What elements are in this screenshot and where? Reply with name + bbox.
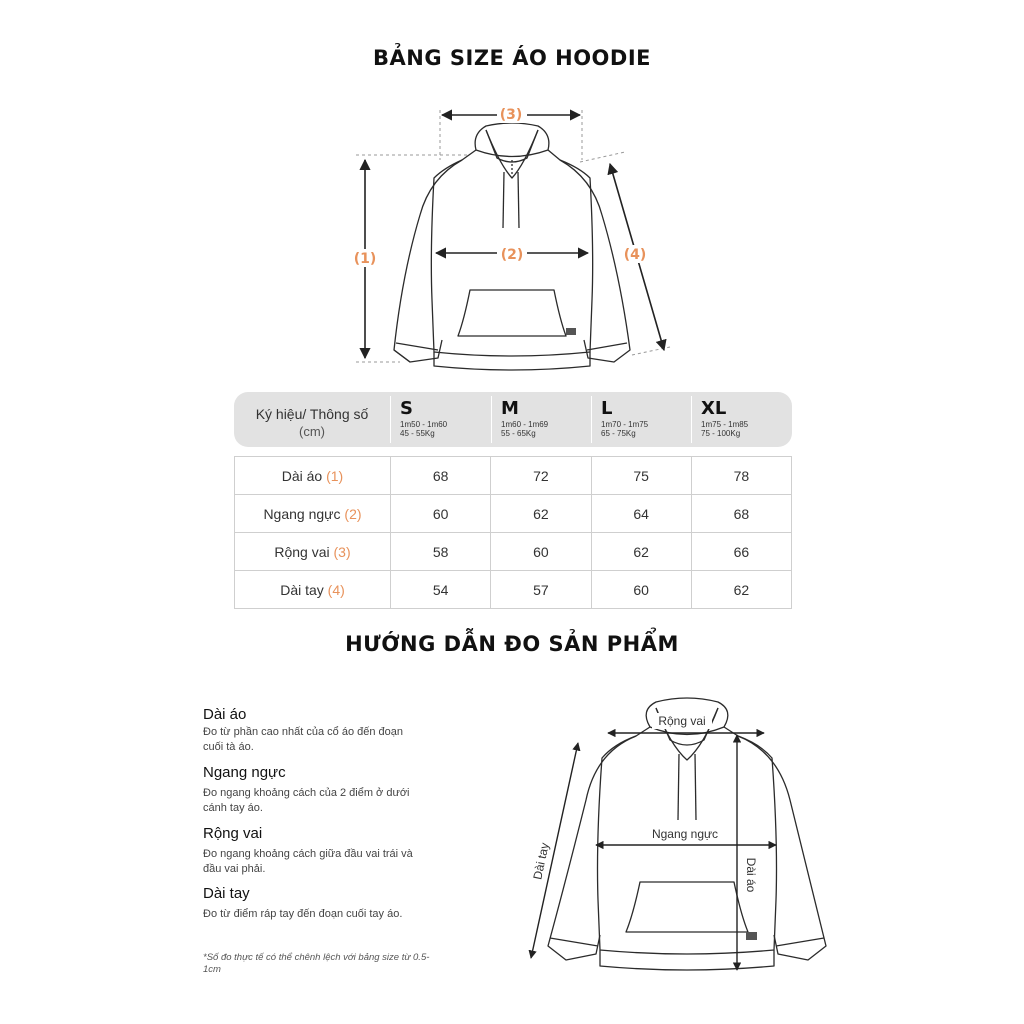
table-cell: 57 [491, 571, 591, 609]
marker-1: (1) [353, 251, 377, 267]
label-length: Dài áo [744, 857, 758, 893]
guide-item-title: Dài tay [203, 885, 250, 902]
table-cell: 64 [591, 495, 691, 533]
disclaimer-note: *Số đo thực tế có thể chênh lệch với bảng size từ 0.5-1cm [203, 952, 430, 975]
label-chest: Ngang ngực [651, 827, 719, 841]
marker-4: (4) [623, 247, 647, 263]
table-cell: 60 [491, 533, 591, 571]
table-cell: 78 [691, 457, 791, 495]
table-cell: 68 [391, 457, 491, 495]
row-label: Ngang ngực (2) [235, 495, 391, 533]
label-shoulder: Rộng vai [658, 714, 706, 728]
marker-3: (3) [499, 107, 523, 123]
header-label-text: Ký hiệu/ Thông số [255, 406, 369, 422]
table-cell: 54 [391, 571, 491, 609]
guide-item-title: Dài áo [203, 706, 247, 723]
size-weight: 45 - 55Kg [400, 429, 435, 438]
guide-item-title: Rộng vai [203, 825, 263, 842]
table-cell: 62 [591, 533, 691, 571]
row-label: Rộng vai (3) [235, 533, 391, 571]
size-name: S [400, 398, 413, 419]
size-name: XL [701, 398, 727, 419]
table-cell: 62 [691, 571, 791, 609]
size-weight: 75 - 100Kg [701, 429, 741, 438]
size-name: M [501, 398, 519, 419]
marker-2: (2) [500, 247, 524, 263]
guide-item-desc: Đo từ phần cao nhất của cổ áo đến đoạn cuối tà áo. [203, 726, 404, 753]
size-weight: 55 - 65Kg [501, 429, 536, 438]
table-cell: 60 [591, 571, 691, 609]
size-height: 1m75 - 1m85 [701, 420, 749, 429]
row-label: Dài áo (1) [235, 457, 391, 495]
table-cell: 62 [491, 495, 591, 533]
size-height: 1m60 - 1m69 [501, 420, 549, 429]
header-unit: (cm) [299, 424, 325, 439]
size-height: 1m50 - 1m60 [400, 420, 448, 429]
guide-item-desc: Đo ngang khoảng cách giữa đầu vai trái và đầu vai phải. [203, 848, 413, 875]
guide-item-title: Ngang ngực [203, 764, 286, 781]
guide-title: HƯỚNG DẪN ĐO SẢN PHẨM [345, 632, 679, 656]
table-cell: 66 [691, 533, 791, 571]
size-name: L [601, 398, 613, 419]
size-height: 1m70 - 1m75 [601, 420, 649, 429]
guide-item-desc: Đo từ điểm ráp tay đến đoạn cuối tay áo. [203, 908, 403, 920]
table-cell: 75 [591, 457, 691, 495]
table-cell: 58 [391, 533, 491, 571]
row-label: Dài tay (4) [235, 571, 391, 609]
table-cell: 60 [391, 495, 491, 533]
size-chart-title: BẢNG SIZE ÁO HOODIE [373, 46, 651, 70]
label-sleeve: Dài tay [530, 841, 552, 881]
table-cell: 72 [491, 457, 591, 495]
guide-item-desc: Đo ngang khoảng cách của 2 điểm ở dưới cánh tay áo. [203, 787, 410, 814]
size-weight: 65 - 75Kg [601, 429, 636, 438]
table-cell: 68 [691, 495, 791, 533]
